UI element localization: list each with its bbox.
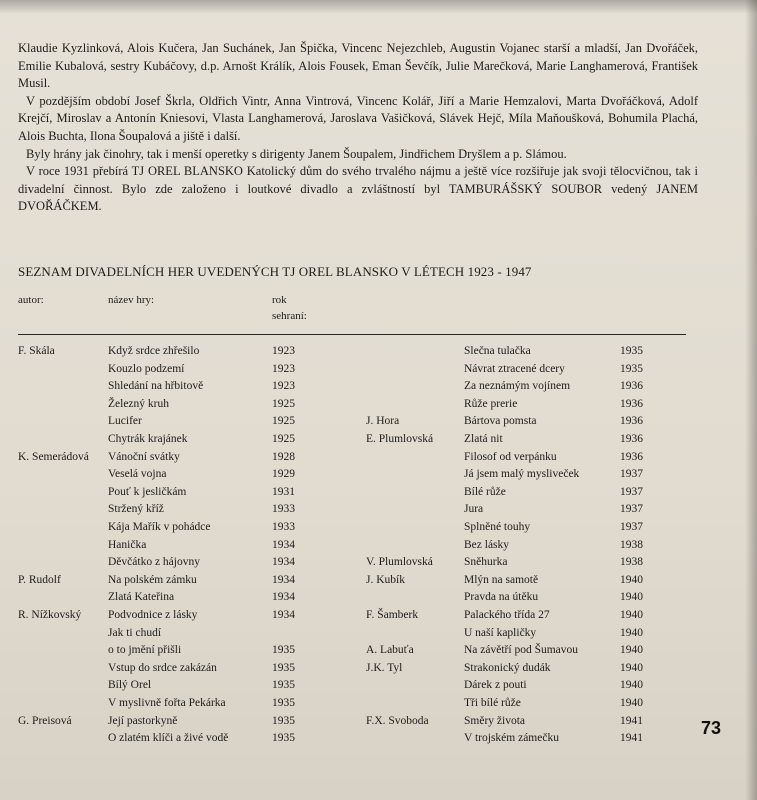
play-title: Mlýn na samotě <box>464 573 539 586</box>
header-year: rok <box>272 294 287 306</box>
play-title: Strakonický dudák <box>464 661 551 674</box>
play-year: 1940 <box>620 697 643 709</box>
play-title: Palackého třída 27 <box>464 609 550 621</box>
play-title: Sněhurka <box>464 556 508 569</box>
play-title: Když srdce zhřešilo <box>108 345 200 357</box>
play-title: Zlatá nit <box>464 433 503 445</box>
header-author: autor: <box>18 294 44 306</box>
play-title: Chytrák krajánek <box>108 433 188 445</box>
play-year: 1935 <box>272 679 295 692</box>
page-number: 73 <box>701 718 722 738</box>
play-author: G. Preisová <box>18 714 72 727</box>
play-title: Já jsem malý mysliveček <box>464 468 580 481</box>
play-author: K. Semerádová <box>18 450 89 463</box>
play-title: Bártova pomsta <box>464 415 537 428</box>
play-year: 1941 <box>620 732 643 745</box>
play-title: Jura <box>464 503 484 516</box>
play-title: Děvčátko z hájovny <box>108 556 200 569</box>
intro-paragraph: Klaudie Kyzlinková, Alois Kučera, Jan Suchánek, Jan Špička, Vincenc Nejezchleb, Augustin Vojanec starší a mladší, Jan Dvořáček, Emilie Kubalová, sestry Kubáčovy, d.p. Arnošt Králík, Alois Fousek, Eman Ševčík, Julie Marečková, Marie Langhamerová, František Musil. <box>18 41 698 91</box>
play-year: 1934 <box>272 609 295 621</box>
play-title: Hanička <box>108 538 147 551</box>
play-year: 1936 <box>620 450 643 463</box>
play-title: Slečna tulačka <box>464 345 531 357</box>
intro-paragraph: Byly hrány jak činohry, tak i menší operetky s dirigenty Janem Šoupalem, Jindřichem Dryšlem a p. Slámou. <box>26 146 567 161</box>
play-year: 1934 <box>272 591 295 604</box>
play-year: 1936 <box>620 433 643 445</box>
play-author: J.K. Tyl <box>366 661 403 674</box>
play-year: 1935 <box>620 345 643 357</box>
play-year: 1937 <box>620 521 643 533</box>
play-year: 1935 <box>272 661 295 674</box>
intro-paragraph: V roce 1931 přebírá TJ OREL BLANSKO Katolický dům do svého trvalého nájmu a ještě více rozšiřuje jak svoji tělocvičnou, tak i divadelní činnost. Bylo zde založeno i loutkové divadlo a zvláštností byl TAMBURÁŠSKÝ SOUBOR vedený JANEM DVOŘÁČKEM. <box>18 164 698 214</box>
play-title: Směry života <box>464 714 525 727</box>
play-title: Bez lásky <box>464 538 510 551</box>
play-title: Návrat ztracené dcery <box>464 362 565 375</box>
play-year: 1923 <box>272 362 295 375</box>
play-title: Železný kruh <box>108 397 169 410</box>
play-title: Vánoční svátky <box>108 450 180 463</box>
play-title: Jak ti chudí <box>108 626 162 639</box>
intro-text <box>18 40 698 216</box>
plays-table-left <box>18 343 318 763</box>
play-title: Zlatá Kateřina <box>108 591 175 604</box>
play-title: Bílé růže <box>464 485 506 498</box>
play-year: 1934 <box>272 538 295 551</box>
play-title: Podvodnice z lásky <box>108 609 198 621</box>
play-title: Bílý Orel <box>108 679 152 692</box>
play-year: 1925 <box>272 415 295 428</box>
play-title: V myslivně fořta Pekárka <box>108 697 226 709</box>
play-year: 1938 <box>620 538 643 551</box>
list-heading: SEZNAM DIVADELNÍCH HER UVEDENÝCH TJ OREL BLANSKO V LÉTECH 1923 - 1947 <box>18 264 532 279</box>
play-year: 1925 <box>272 433 295 445</box>
play-year: 1935 <box>272 697 295 709</box>
play-year: 1935 <box>272 644 295 657</box>
play-year: 1935 <box>620 362 643 375</box>
play-author: F.X. Svoboda <box>366 714 429 727</box>
play-year: 1941 <box>620 714 643 727</box>
header-title: název hry: <box>108 294 155 306</box>
play-title: Filosof od verpánku <box>464 450 557 463</box>
play-title: O zlatém klíči a živé vodě <box>108 732 229 745</box>
play-year: 1923 <box>272 345 295 357</box>
play-year: 1931 <box>272 485 295 498</box>
plays-table-right <box>366 343 666 763</box>
page-shadow-top <box>0 0 757 14</box>
play-year: 1940 <box>620 661 643 674</box>
play-title: Na závětří pod Šumavou <box>464 644 579 657</box>
play-title: o to jmění přišli <box>108 644 182 657</box>
play-title: Splněné touhy <box>464 521 531 533</box>
play-title: Její pastorkyně <box>108 714 178 727</box>
play-author: P. Rudolf <box>18 573 61 586</box>
play-year: 1940 <box>620 573 643 586</box>
play-title: Pouť k jesličkám <box>108 485 187 498</box>
play-year: 1940 <box>620 591 643 604</box>
play-year: 1935 <box>272 714 295 727</box>
play-author: A. Labuťa <box>366 644 414 657</box>
play-title: Za neznámým vojínem <box>464 380 571 393</box>
play-year: 1925 <box>272 397 295 410</box>
play-author: E. Plumlovská <box>366 433 434 445</box>
play-author: V. Plumlovská <box>366 556 433 569</box>
play-title: Vstup do srdce zakázán <box>108 661 217 674</box>
play-author: F. Šamberk <box>366 609 419 621</box>
play-title: Shledání na hřbitově <box>108 380 204 393</box>
play-author: J. Hora <box>366 415 400 428</box>
play-title: Pravda na útěku <box>464 591 539 604</box>
play-year: 1934 <box>272 556 295 569</box>
play-title: Růže prerie <box>464 397 518 410</box>
play-year: 1935 <box>272 732 295 745</box>
play-author: J. Kubík <box>366 573 405 586</box>
play-year: 1937 <box>620 485 643 498</box>
play-title: Veselá vojna <box>108 468 167 481</box>
play-year: 1937 <box>620 503 643 516</box>
play-title: Dárek z pouti <box>464 679 527 692</box>
play-year: 1923 <box>272 380 295 393</box>
play-year: 1933 <box>272 503 295 516</box>
header-year-played: sehraní: <box>272 310 307 322</box>
play-year: 1940 <box>620 679 643 692</box>
play-year: 1929 <box>272 468 295 481</box>
play-year: 1928 <box>272 450 295 463</box>
play-year: 1938 <box>620 556 643 569</box>
play-title: Tři bílé růže <box>464 697 521 709</box>
play-title: Kouzlo podzemí <box>108 362 185 375</box>
play-year: 1936 <box>620 380 643 393</box>
play-year: 1937 <box>620 468 643 481</box>
play-author: F. Skála <box>18 345 55 357</box>
play-year: 1940 <box>620 609 643 621</box>
play-title: Kája Mařík v pohádce <box>108 521 211 533</box>
page-shadow-right <box>745 0 757 800</box>
play-year: 1936 <box>620 415 643 428</box>
intro-paragraph: V pozdějším období Josef Škrla, Oldřich Vintr, Anna Vintrová, Vincenc Kolář, Jiří a Marie Hemzalovi, Marta Dvořáčková, Adolf Krejčí, Miroslav a Antonín Kniesovi, Vlasta Langhamerová, Jaroslava Vašičková, Slávek Hejč, Míla Maňoušková, Bohumila Plachá, Alois Buchta, Ilona Šoupalová a jiště i další. <box>18 93 698 143</box>
play-year: 1934 <box>272 573 295 586</box>
play-title: U naší kapličky <box>464 626 537 639</box>
play-year: 1940 <box>620 626 643 639</box>
play-title: V trojském zámečku <box>464 732 559 745</box>
play-title: Stržený kříž <box>108 503 164 516</box>
play-title: Lucifer <box>108 415 142 428</box>
play-year: 1933 <box>272 521 295 533</box>
play-title: Na polském zámku <box>108 573 197 586</box>
table-divider <box>18 334 686 335</box>
play-year: 1936 <box>620 397 643 410</box>
play-author: R. Nížkovský <box>18 609 82 621</box>
play-year: 1940 <box>620 644 643 657</box>
